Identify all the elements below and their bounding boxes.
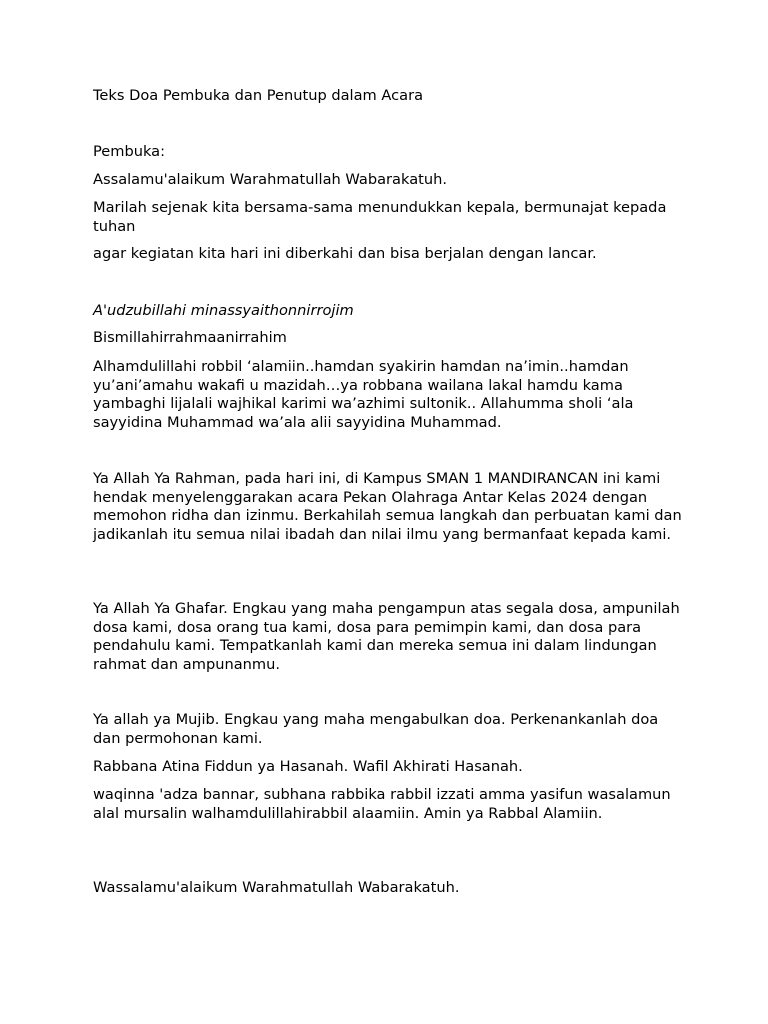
paragraph-basmalah: Bismillahirrahmaanirrahim [93,329,287,346]
paragraph-pembuka-label: Pembuka: [93,143,166,160]
paragraph-invitation: Marilah sejenak kita bersama-sama menundukkan kepala, bermunajat kepada tuhan [93,199,667,235]
paragraph-closing-dua: waqinna 'adza bannar, subhana rabbika rabbil izzati amma yasifun wasalamun alal mursalin walhamdulillahirabbil alaamiin. Amin ya Rabbal Alamiin. [93,786,671,822]
paragraph-salam-closing: Wassalamu'alaikum Warahmatullah Wabarakatuh. [93,879,460,896]
paragraph-ya-rahman: Ya Allah Ya Rahman, pada hari ini, di Kampus SMAN 1 MANDIRANCAN ini kami hendak menyelenggarakan acara Pekan Olahraga Antar Kelas 2024 dengan memohon ridha dan izinmu. Berkahilah semua langkah dan perbuatan kami dan jadikanlah itu semua nilai ibadah dan nilai ilmu yang bermanfaat kepada kami. [93,470,682,543]
paragraph-rabbana: Rabbana Atina Fiddun ya Hasanah. Wafil Akhirati Hasanah. [93,758,523,775]
paragraph-hope: agar kegiatan kita hari ini diberkahi dan bisa berjalan dengan lancar. [93,245,597,262]
paragraph-ya-mujib: Ya allah ya Mujib. Engkau yang maha mengabulkan doa. Perkenankanlah doa dan permohonan kami. [93,711,659,747]
paragraph-salam-opening: Assalamu'alaikum Warahmatullah Wabarakatuh. [93,171,447,188]
paragraph-taawudz: A'udzubillahi minassyaithonnirrojim [93,302,354,319]
paragraph-ya-ghafar: Ya Allah Ya Ghafar. Engkau yang maha pengampun atas segala dosa, ampunilah dosa kami, dosa orang tua kami, dosa para pemimpin kami, dan dosa para pendahulu kami. Tempatkanlah kami dan mereka semua ini dalam lindungan rahmat dan ampunanmu. [93,600,680,673]
document-title: Teks Doa Pembuka dan Penutup dalam Acara [93,87,424,104]
paragraph-hamdalah: Alhamdulillahi robbil ‘alamiin..hamdan syakirin hamdan na’imin..hamdan yu’ani’amahu wakafi u mazidah…ya robbana wailana lakal hamdu kama yambaghi lijalali wajhikal karimi wa’azhimi sultonik.. Allahumma sholi ‘ala sayyidina Muhammad wa’ala alii sayyidina Muhammad. [93,358,634,431]
